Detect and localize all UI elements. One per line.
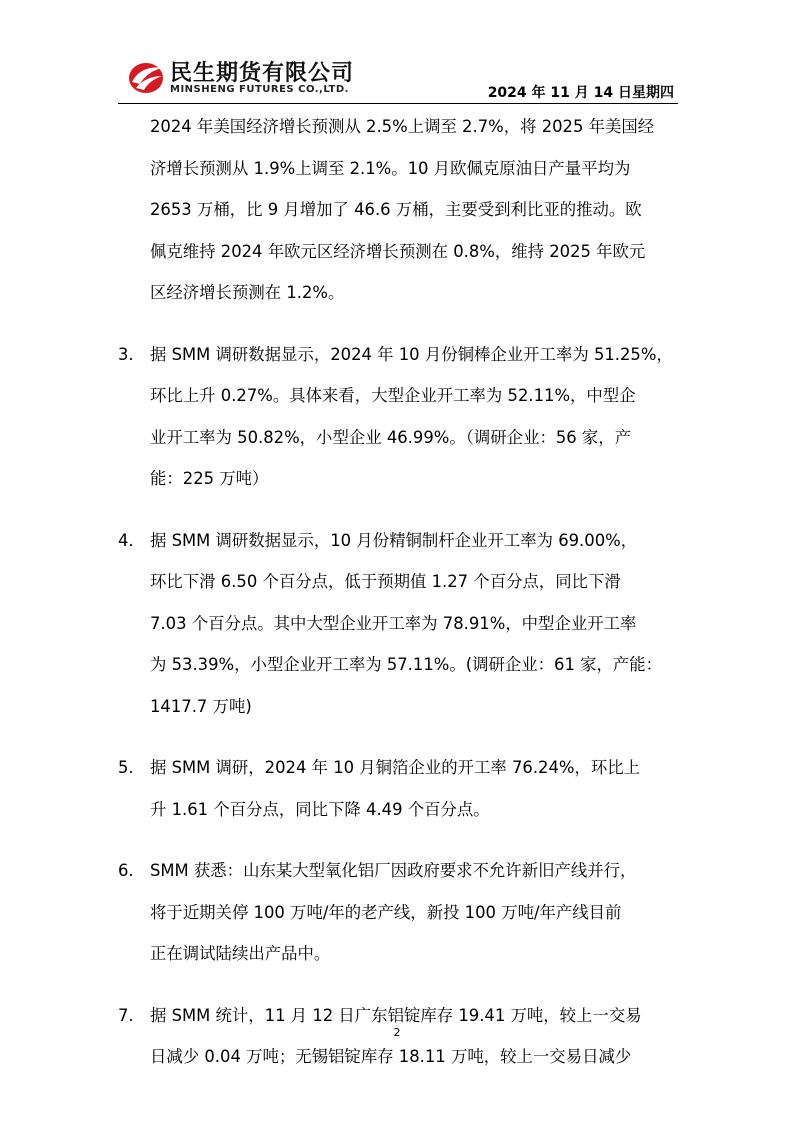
minsheng-logo-icon <box>126 56 166 96</box>
paragraph-line: 7.03 个百分点。其中大型企业开工率为 78.91%，中型企业开工率 <box>150 613 637 633</box>
list-item <box>118 850 678 975</box>
list-item-number: 7. <box>118 1005 134 1025</box>
list-item <box>118 334 678 500</box>
paragraph-line: SMM 获悉：山东某大型氧化铝厂因政府要求不允许新旧产线并行， <box>150 861 637 880</box>
list-item-number: 5. <box>118 758 134 777</box>
paragraph-line: 据 SMM 调研数据显示，10 月份精铜制杆企业开工率为 69.00%， <box>150 530 638 550</box>
paragraph-line: 将于近期关停 100 万吨/年的老产线，新投 100 万吨/年产线目前 <box>150 902 622 922</box>
header-divider <box>118 103 678 104</box>
paragraph-line: 据 SMM 调研，2024 年 10 月铜箔企业的开工率 76.24%，环比上 <box>150 758 641 777</box>
list-item <box>118 747 678 830</box>
paragraph-line: 区经济增长预测在 1.2%。 <box>150 283 345 302</box>
intro-paragraph <box>118 106 678 314</box>
paragraph-line: 2024 年美国经济增长预测从 2.5%上调至 2.7%，将 2025 年美国经 <box>150 117 655 136</box>
document-body <box>118 106 678 1078</box>
paragraph-line: 正在调试陆续出产品中。 <box>150 944 331 963</box>
page-header <box>118 52 678 104</box>
paragraph-line: 1417.7 万吨) <box>150 696 252 716</box>
paragraph-line: 日减少 0.04 万吨；无锡铝锭库存 18.11 万吨，较上一交易日减少 <box>150 1047 632 1066</box>
paragraph-line: 2653 万桶，比 9 月增加了 46.6 万桶，主要受到利比亚的推动。欧 <box>150 200 642 219</box>
list-item-number: 6. <box>118 861 134 880</box>
list-item-number: 4. <box>118 530 134 550</box>
paragraph-line: 业开工率为 50.82%，小型企业 46.99%。（调研企业：56 家，产 <box>150 427 632 447</box>
company-name-chinese: 民生期货有限公司 <box>170 61 355 86</box>
paragraph-line: 济增长预测从 1.9%上调至 2.1%。10 月欧佩克原油日产量平均为 <box>150 158 631 178</box>
paragraph-line: 升 1.61 个百分点，同比下降 4.49 个百分点。 <box>150 799 490 819</box>
paragraph-line: 环比上升 0.27%。具体来看，大型企业开工率为 52.11%，中型企 <box>150 386 636 405</box>
page-number: 2 <box>393 1026 401 1039</box>
list-item <box>118 520 678 728</box>
paragraph-line: 据 SMM 调研数据显示，2024 年 10 月份铜棒企业开工率为 51.25%， <box>150 344 673 364</box>
paragraph-line: 环比下滑 6.50 个百分点，低于预期值 1.27 个百分点，同比下滑 <box>150 572 621 591</box>
paragraph-line: 佩克维持 2024 年欧元区经济增长预测在 0.8%，维持 2025 年欧元 <box>150 241 646 261</box>
report-date: 2024 年 11 月 14 日星期四 <box>487 85 674 101</box>
company-name-english: MINSHENG FUTURES CO.,LTD. <box>170 84 349 95</box>
list-item-number: 3. <box>118 344 134 364</box>
paragraph-line: 为 53.39%，小型企业开工率为 57.11%。(调研企业：61 家，产能： <box>150 655 663 674</box>
paragraph-line: 能：225 万吨） <box>150 469 269 488</box>
paragraph-line: 据 SMM 统计，11 月 12 日广东铝锭库存 19.41 万吨，较上一交易 <box>150 1005 642 1025</box>
